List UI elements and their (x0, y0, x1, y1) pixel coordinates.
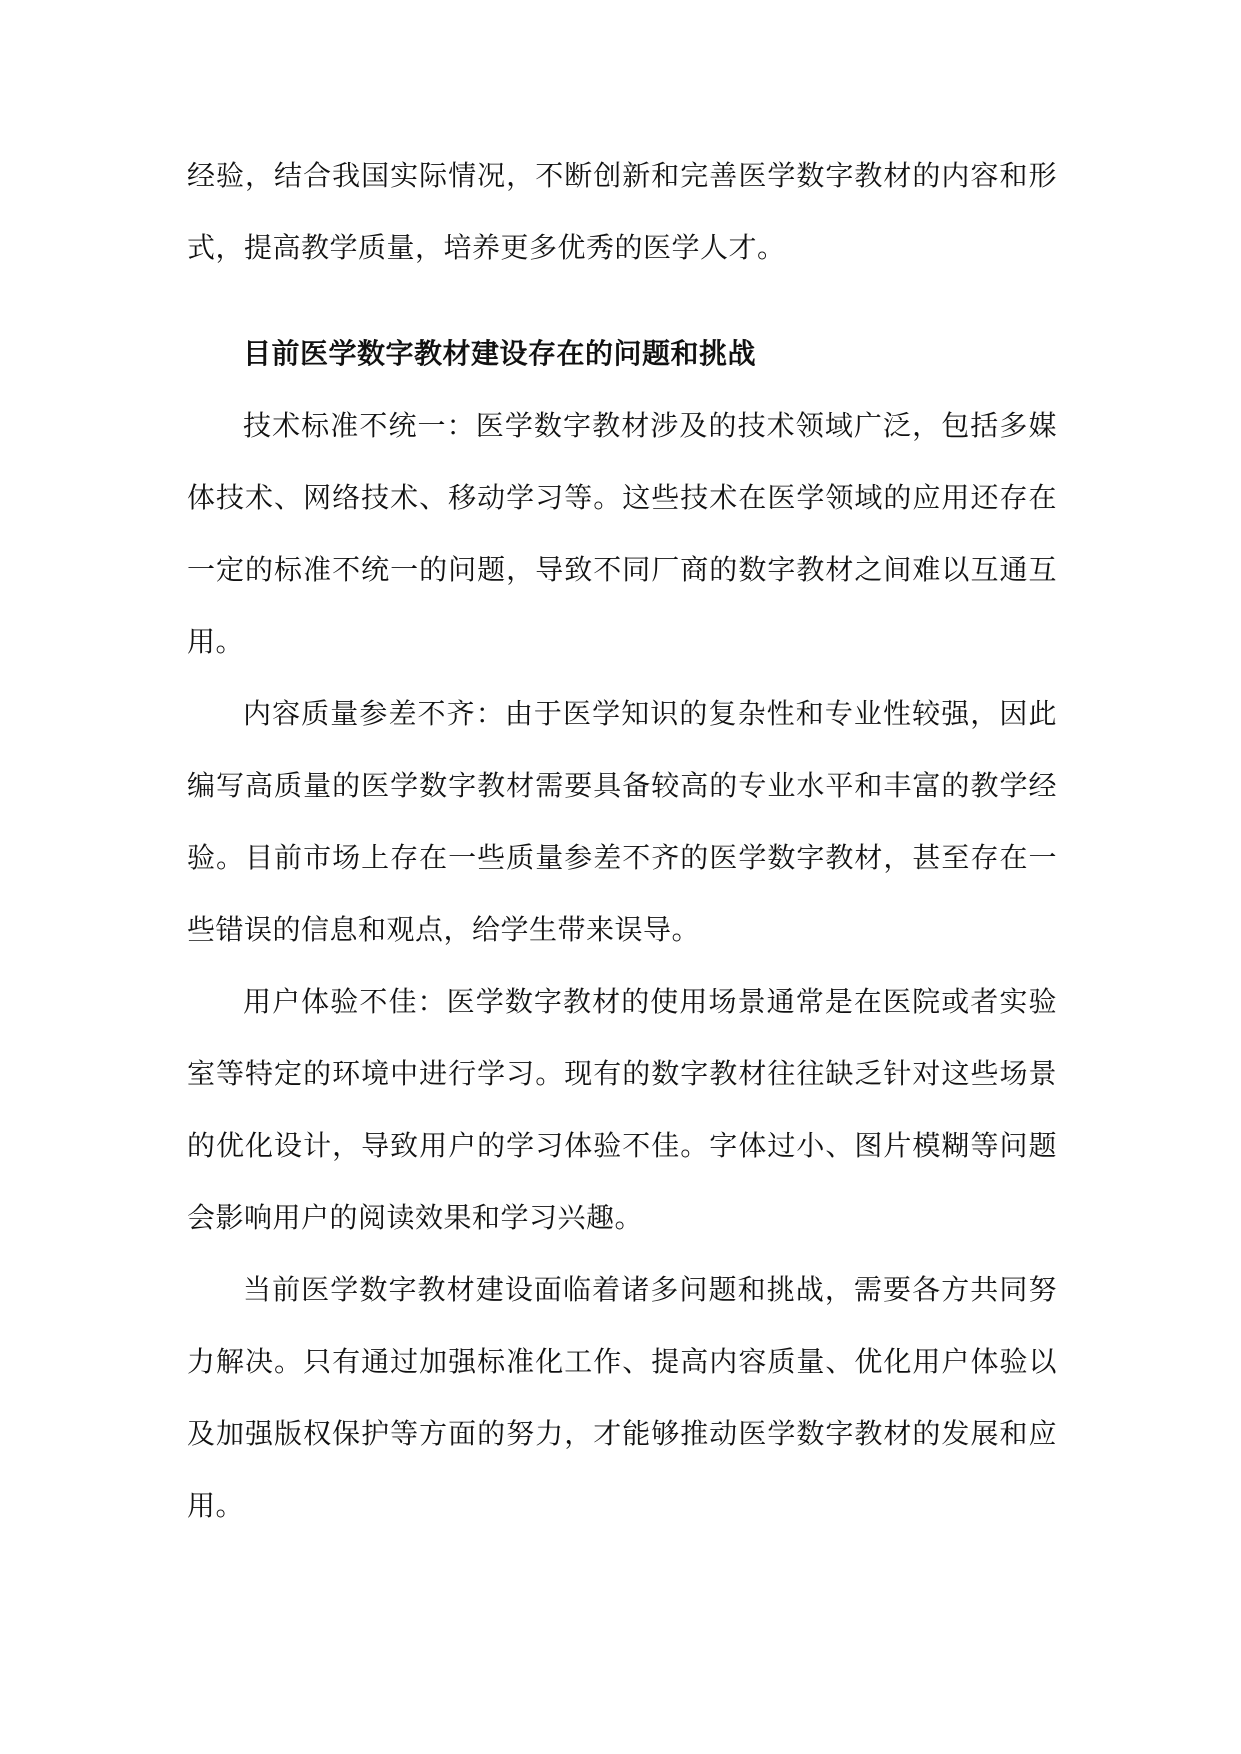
paragraph-user-experience: 用户体验不佳：医学数字教材的使用场景通常是在医院或者实验室等特定的环境中进行学习。现有的数字教材往往缺乏针对这些场景的优化设计，导致用户的学习体验不佳。字体过小、图片模糊等问题会影响用户的阅读效果和学习兴趣。 (187, 985, 1057, 1234)
section-heading: 目前医学数字教材建设存在的问题和挑战 (243, 337, 757, 370)
paragraph-content-quality: 内容质量参差不齐：由于医学知识的复杂性和专业性较强，因此编写高质量的医学数字教材需要具备较高的专业水平和丰富的教学经验。目前市场上存在一些质量参差不齐的医学数字教材，甚至存在一些错误的信息和观点，给学生带来误导。 (187, 697, 1057, 946)
paragraph-conclusion: 当前医学数字教材建设面临着诸多问题和挑战，需要各方共同努力解决。只有通过加强标准化工作、提高内容质量、优化用户体验以及加强版权保护等方面的努力，才能够推动医学数字教材的发展和应用。 (187, 1273, 1057, 1522)
document-body (187, 140, 1057, 1542)
intro-paragraph: 经验，结合我国实际情况，不断创新和完善医学数字教材的内容和形式，提高教学质量，培养更多优秀的医学人才。 (187, 159, 1057, 264)
paragraph-technical-standards: 技术标准不统一：医学数字教材涉及的技术领域广泛，包括多媒体技术、网络技术、移动学习等。这些技术在医学领域的应用还存在一定的标准不统一的问题，导致不同厂商的数字教材之间难以互通互用。 (187, 409, 1057, 658)
